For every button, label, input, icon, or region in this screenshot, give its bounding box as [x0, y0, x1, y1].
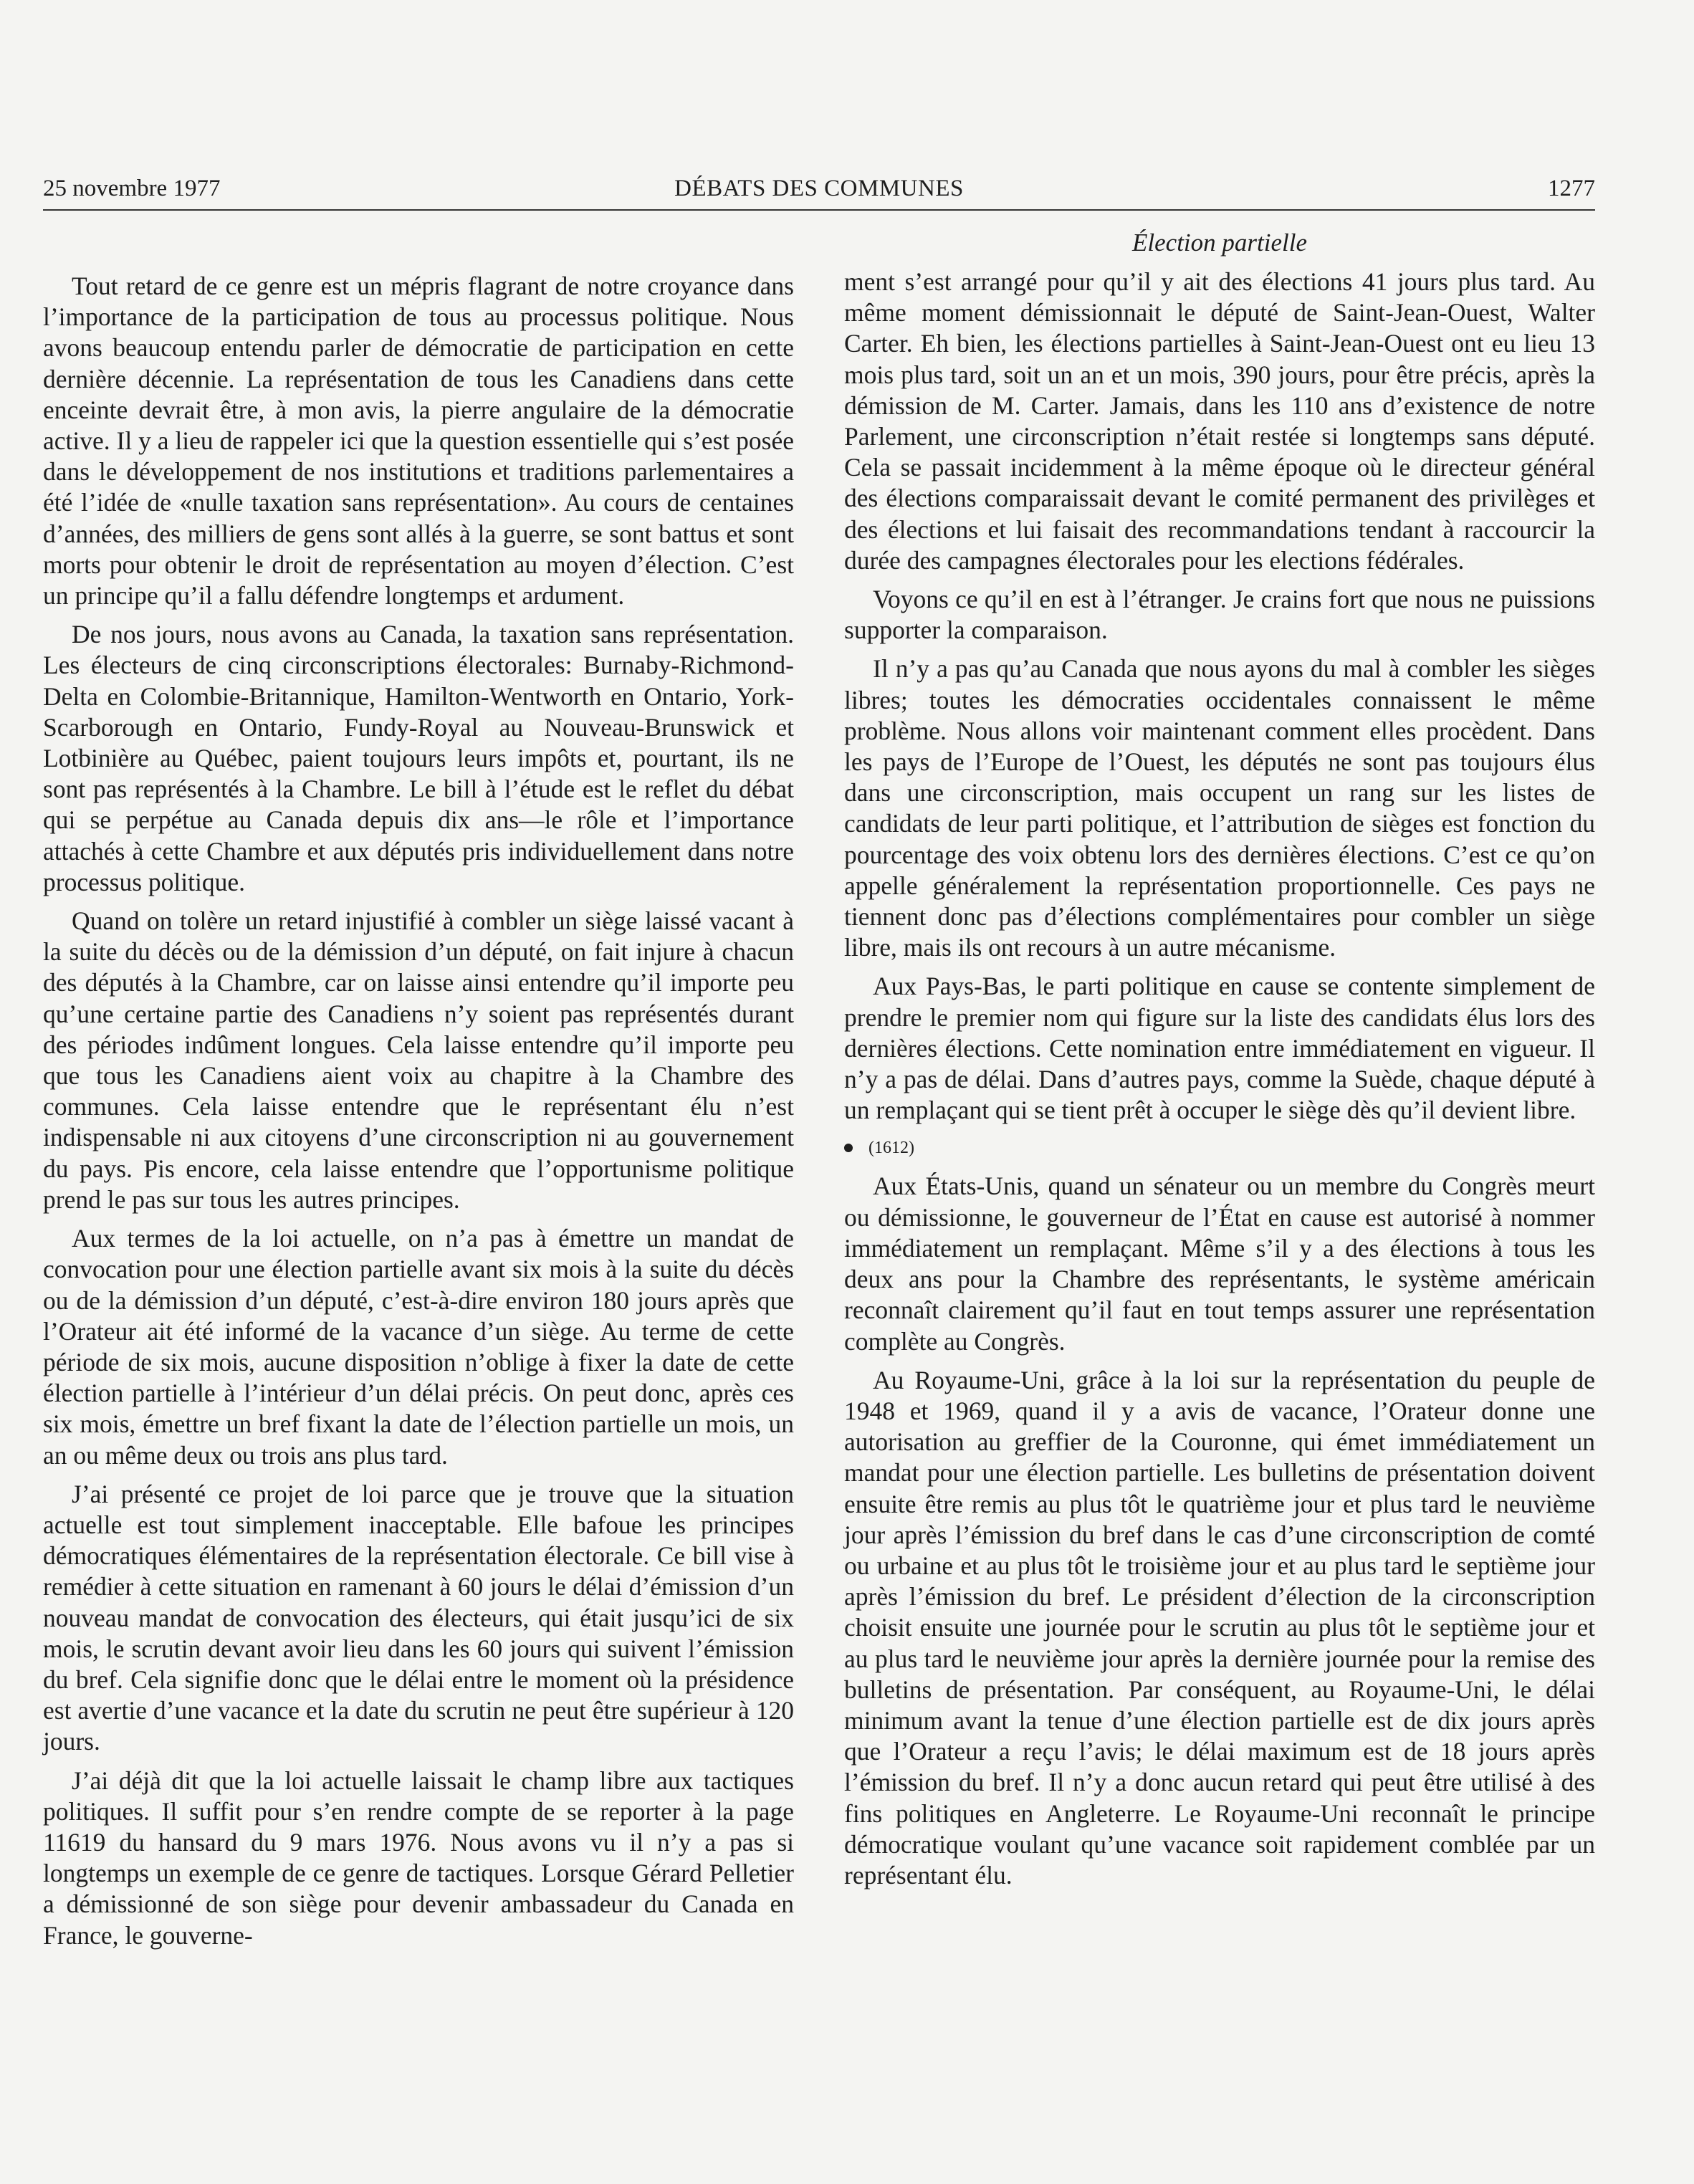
paragraph: De nos jours, nous avons au Canada, la taxation sans représentation. Les électeurs de cinq circonscriptions électorales: Burnaby-Richmond-Delta en Colombie-Britannique, Hamilton-Wentworth en Ontario, York-Scarborough en Ontario, Fundy-Royal au Nouveau-Brunswick et Lotbinière au Québec, paient toujours leurs impôts et, pourtant, ils ne sont pas représentés à la Chambre. Le bill à l’étude est le reflet du débat qui se perpétue au Canada depuis dix ans—le rôle et l’importance attachés à cette Chambre et aux députés pris individuellement dans notre processus politique.	[43, 620, 794, 896]
paragraph: Tout retard de ce genre est un mépris flagrant de notre croyance dans l’importance de la participation de tous au processus politique. Nous avons beaucoup entendu parler de démocratie de participation en cette dernière décennie. La représentation de tous les Canadiens dans cette enceinte devrait être, à mon avis, la pierre angulaire de la démocratie active. Il y a lieu de rappeler ici que la question essentielle qui s’est posée dans le développement de nos institutions et traditions parlementaires a été l’idée de «nulle taxation sans représentation». Au cours de centaines d’années, des milliers de gens sont allés à la guerre, se sont battus et sont morts pour obtenir le droit de représentation au moyen d’élection. C’est un principe qu’il a fallu défendre longtemps et ardument.	[43, 272, 794, 610]
header-title: DÉBATS DES COMMUNES	[674, 176, 964, 201]
paragraph: Aux termes de la loi actuelle, on n’a pas à émettre un mandat de convocation pour une élection partielle avant six mois à la suite du décès ou de la démission d’un député, c’est-à-dire environ 180 jours après que l’Orateur ait été informé de la vacance d’un siège. Au terme de cette période de six mois, aucune disposition n’oblige à fixer la date de cette élection partielle à l’intérieur d’un délai précis. On peut donc, après ces six mois, émettre un bref fixant la date de l’élection partielle un mois, un an ou même deux ou trois ans plus tard.	[43, 1224, 794, 1470]
header-page-number: 1277	[1548, 176, 1595, 201]
paragraph: J’ai déjà dit que la loi actuelle laissait le champ libre aux tactiques politiques. Il suffit pour s’en rendre compte de se reporter à la page 11619 du hansard du 9 mars 1976. Nous avons vu il n’y a pas si longtemps un exemple de ce genre de tactiques. Lorsque Gérard Pelletier a démissionné de son siège pour devenir ambassadeur du Canada en France, le gouverne-	[43, 1766, 794, 1950]
bullet-dot-icon	[844, 1144, 853, 1152]
paragraph: Quand on tolère un retard injustifié à combler un siège laissé vacant à la suite du décès ou de la démission d’un député, on fait injure à chacun des députés à la Chambre, car on laisse ainsi entendre qu’il importe peu qu’une certaine partie des Canadiens n’y soient pas représentés durant des périodes indûment longues. Cela laisse entendre qu’il importe peu que tous les Canadiens aient voix au chapitre à la Chambre des communes. Cela laisse entendre que le représentant élu n’est indispensable ni aux citoyens d’une circonscription ni au gouvernement du pays. Pis encore, cela laisse entendre que l’opportunisme politique prend le pas sur tous les autres principes.	[43, 906, 794, 1214]
paragraph: Au Royaume-Uni, grâce à la loi sur la représentation du peuple de 1948 et 1969, quand il y a avis de vacance, l’Orateur donne une autorisation au greffier de la Couronne, qui émet immédiatement un mandat pour une élection partielle. Les bulletins de présentation doivent ensuite être remis au plus tôt le quatrième jour et plus tard le neuvième jour après l’émission du bref dans le cas d’une circonscription de comté ou urbaine et au plus tôt le troisième jour et au plus tard le septième jour après l’émission du bref. Le président d’élection de la circonscription choisit ensuite une journée pour le scrutin au plus tôt le septième jour et au plus tard le neuvième jour après la dernière journée pour la remise des bulletins de présentation. Par conséquent, au Royaume-Uni, le délai minimum avant la tenue d’une élection partielle est de dix jours après que l’Orateur a reçu l’avis; le délai maximum est de 18 jours après l’émission du bref. Il n’y a donc aucun retard qui peut être utilisé à des fins politiques en Angleterre. Le Royaume-Uni reconnaît le principe démocratique voulant qu’une vacance soit rapidement comblée par un représentant élu.	[844, 1365, 1595, 1890]
running-head: Élection partielle	[1132, 229, 1307, 257]
page-header	[43, 171, 1595, 206]
paragraph: Aux États-Unis, quand un sénateur ou un membre du Congrès meurt ou démissionne, le gouverneur de l’État en cause est autorisé à nommer immédiatement un remplaçant. Même s’il y a des élections à tous les deux ans pour la Chambre des représentants, le système américain reconnaît clairement qu’il faut en tout temps assurer une représentation complète au Congrès.	[844, 1172, 1595, 1356]
paragraph: Voyons ce qu’il en est à l’étranger. Je crains fort que nous ne puissions supporter la comparaison.	[844, 585, 1595, 645]
paragraph: J’ai présenté ce projet de loi parce que je trouve que la situation actuelle est tout simplement inacceptable. Elle bafoue les principes démocratiques élémentaires de la représentation électorale. Ce bill vise à remédier à cette situation en ramenant à 60 jours le délai d’émission d’un nouveau mandat de convocation des électeurs, qui était jusqu’ici de six mois, le scrutin devant avoir lieu dans les 60 jours qui suivent l’émission du bref. Cela signifie donc que le délai entre le moment où la présidence est avertie d’une vacance et la date du scrutin ne peut être supérieur à 120 jours.	[43, 1479, 794, 1756]
header-rule	[43, 209, 1595, 211]
time-marker-label: (1612)	[868, 1139, 914, 1158]
paragraph-continued: ment s’est arrangé pour qu’il y ait des élections 41 jours plus tard. Au même moment démissionnait le député de Saint-Jean-Ouest, Walter Carter. Eh bien, les élections partielles à Saint-Jean-Ouest ont eu lieu 13 mois plus tard, soit un an et un mois, 390 jours, pour être précis, après la démission de M. Carter. Jamais, dans les 110 ans d’existence de notre Parlement, une circonscription n’était restée si longtemps sans député. Cela se passait incidemment à la même époque où le directeur général des élections comparaissait devant le comité permanent des privilèges et des élections et lui faisait des recommandations tendant à raccourcir la durée des campagnes électorales pour les elections fédérales.	[844, 267, 1595, 575]
paragraph: Aux Pays-Bas, le parti politique en cause se contente simplement de prendre le premier nom qui figure sur la liste des candidats élus lors des dernières élections. Cette nomination entre immédiatement en vigueur. Il n’y a pas de délai. Dans d’autres pays, comme la Suède, chaque député à un remplaçant qui se tient prêt à occuper le siège dès qu’il devient libre.	[844, 972, 1595, 1125]
time-marker	[844, 1134, 1595, 1162]
right-column	[844, 267, 1595, 1899]
left-column	[43, 271, 794, 1959]
paragraph: Il n’y a pas qu’au Canada que nous ayons du mal à combler les sièges libres; toutes les démocraties occidentales connaissent le même problème. Nous allons voir maintenant comment elles procèdent. Dans les pays de l’Europe de l’Ouest, les députés ne sont pas toujours élus dans une circonscription, mais occupent un rang sur les listes de candidats de leur parti politique, et l’attribution de sièges est fonction du pourcentage des voix obtenu lors des dernières élections. C’est ce qu’on appelle généralement la représentation proportionnelle. Ces pays ne tiennent donc pas d’élections complémentaires pour combler un siège libre, mais ils ont recours à un autre mécanisme.	[844, 654, 1595, 962]
header-date: 25 novembre 1977	[43, 176, 221, 201]
